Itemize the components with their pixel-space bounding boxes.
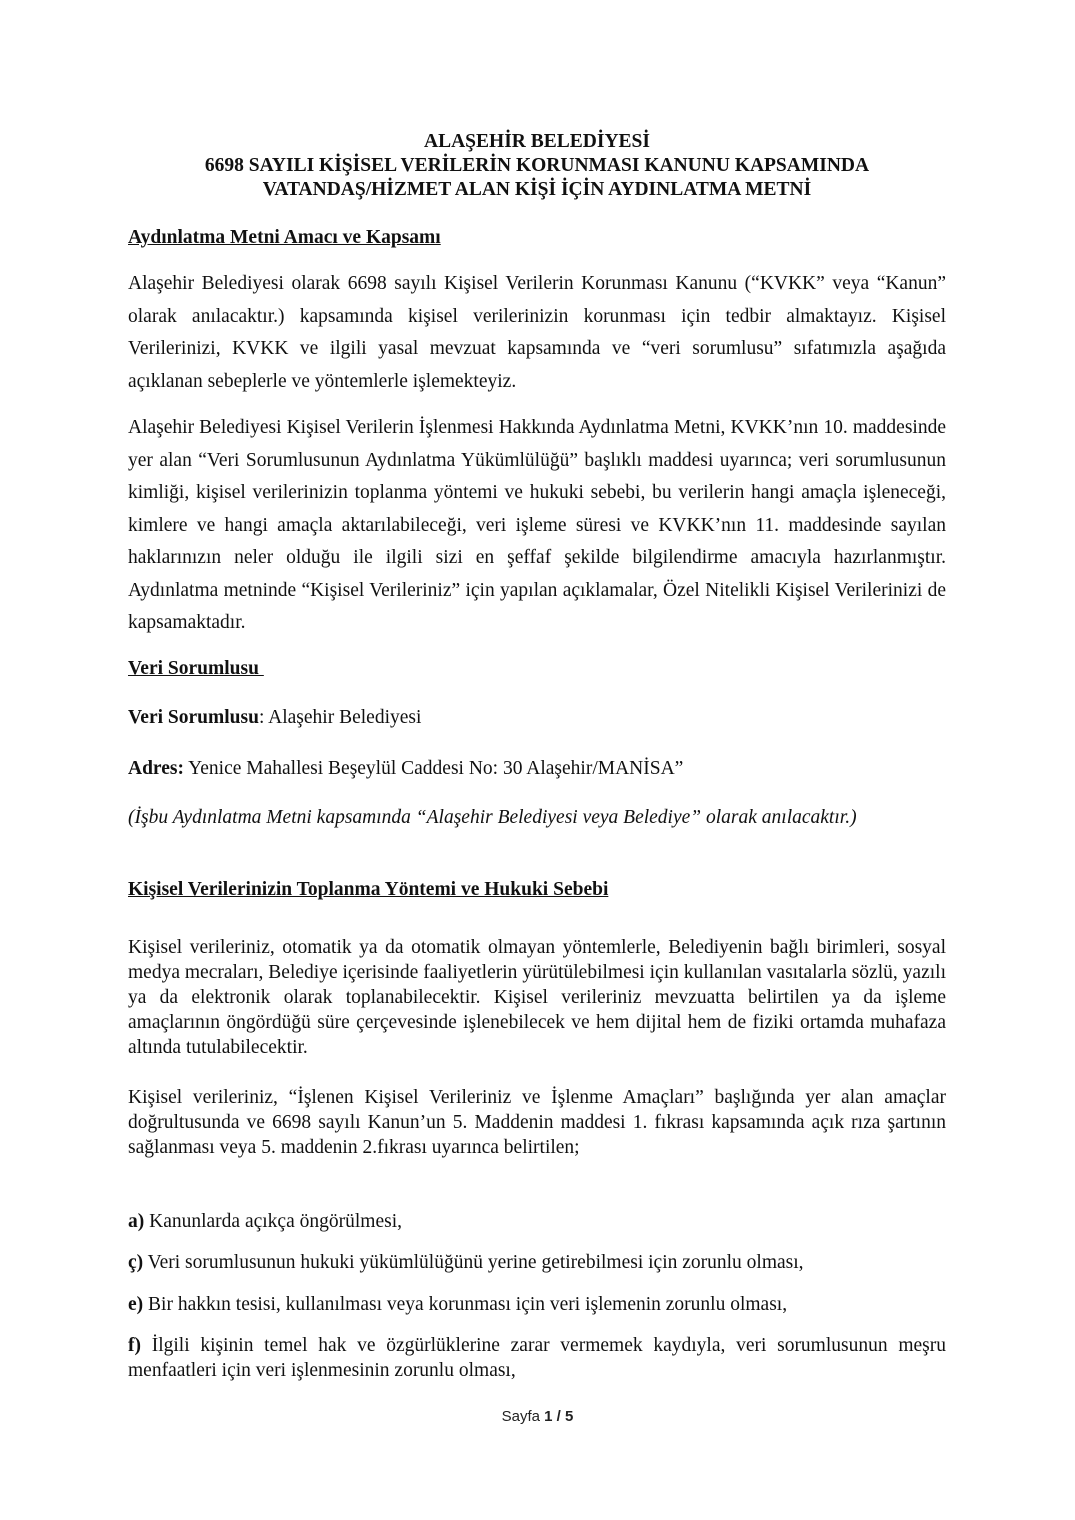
list-item-marker: e) bbox=[128, 1294, 144, 1315]
page-separator: / bbox=[552, 1408, 566, 1425]
controller-note: (İşbu Aydınlatma Metni kapsamında “Alaşehir Belediyesi veya Belediye” olarak anılacaktır.) bbox=[128, 807, 857, 828]
address-label: Adres: bbox=[128, 758, 184, 779]
document-title bbox=[128, 130, 946, 202]
list-item-text: Bir hakkın tesisi, kullanılması veya korunması için veri işlemenin zorunlu olması, bbox=[143, 1294, 788, 1315]
section-heading-purpose: Aydınlatma Metni Amacı ve Kapsamı bbox=[128, 227, 441, 248]
list-item-marker: a) bbox=[128, 1211, 145, 1232]
paragraph-purpose-2: Alaşehir Belediyesi Kişisel Verilerin İşlenmesi Hakkında Aydınlatma Metni, KVKK’nın 10. maddesinde yer alan “Veri Sorumlusunun Aydınlatma Yükümlülüğü” başlıklı maddesi uyarınca; veri sorumlusunun kimliği, kişisel verilerinizin toplanma yöntemi ve hukuki sebebi, bu verilerin hangi amaçla işleneceği, kimlere ve hangi amaçla aktarılabileceği, veri işleme süresi ve KVKK’nın 11. maddesinde sayılan haklarınızın neler olduğu ile ilgili sizi en şeffaf şekilde bilgilendirme amacıyla hazırlanmıştır. Aydınlatma metninde “Kişisel Verileriniz” için yapılan açıklamalar, Özel Nitelikli Kişisel Verilerinizi de kapsamaktadır. bbox=[128, 417, 946, 633]
paragraph-purpose-1: Alaşehir Belediyesi olarak 6698 sayılı Kişisel Verilerin Korunması Kanunu (“KVKK” veya “Kanun” olarak anılacaktır.) kapsamında kişisel verilerinizin korunması için tedbir almaktayız. Kişisel Verilerinizi, KVKK ve ilgili yasal mevzuat kapsamında ve “veri sorumlusu” sıfatımızla aşağıda açıklanan sebeplerle ve yöntemlerle işlemekteyiz. bbox=[128, 273, 946, 392]
list-item-text: Veri sorumlusunun hukuki yükümlülüğünü yerine getirebilmesi için zorunlu olması, bbox=[143, 1252, 804, 1273]
list-item bbox=[128, 1333, 946, 1383]
list-item bbox=[128, 1293, 787, 1317]
controller-line bbox=[128, 706, 421, 730]
address-value: Yenice Mahallesi Beşeylül Caddesi No: 30 Alaşehir/MANİSA” bbox=[183, 758, 684, 779]
section-heading-controller: Veri Sorumlusu bbox=[128, 658, 264, 679]
section-heading-collection: Kişisel Verilerinizin Toplanma Yöntemi ve Hukuki Sebebi bbox=[128, 879, 609, 900]
controller-value: : Alaşehir Belediyesi bbox=[258, 707, 422, 728]
title-line-1: ALAŞEHİR BELEDİYESİ bbox=[424, 131, 650, 152]
controller-label: Veri Sorumlusu bbox=[128, 707, 259, 728]
title-line-3: VATANDAŞ/HİZMET ALAN KİŞİ İÇİN AYDINLATMA METNİ bbox=[262, 179, 812, 200]
list-item bbox=[128, 1251, 804, 1275]
address-line bbox=[128, 757, 683, 781]
list-item-text: Kanunlarda açıkça öngörülmesi, bbox=[144, 1211, 402, 1232]
page-current: 1 bbox=[544, 1408, 553, 1425]
page-total: 5 bbox=[565, 1408, 574, 1425]
page-footer bbox=[0, 1408, 1075, 1425]
list-item-text: İlgili kişinin temel hak ve özgürlüklerine zarar vermemek kaydıyla, veri sorumlusunun meşru menfaatleri için veri işlenmesinin zorunlu olması, bbox=[128, 1335, 946, 1381]
page-label: Sayfa bbox=[501, 1408, 545, 1425]
list-item-marker: f) bbox=[128, 1335, 141, 1356]
list-item bbox=[128, 1210, 402, 1234]
list-item-marker: ç) bbox=[128, 1252, 144, 1273]
paragraph-collection-1: Kişisel verileriniz, otomatik ya da otomatik olmayan yöntemlerle, Belediyenin bağlı birimleri, sosyal medya mecraları, Belediye içerisinde faaliyetlerin yürütülebilmesi için kullanılan vasıtalarla sözlü, yazılı ya da elektronik olarak toplanabilecektir. Kişisel verileriniz mevzuatta belirtilen ya da işleme amaçlarının öngördüğü süre çerçevesinde işlenebilecek ve hem dijital hem de fiziki ortamda muhafaza altında tutulabilecektir. bbox=[128, 937, 946, 1058]
title-line-2: 6698 SAYILI KİŞİSEL VERİLERİN KORUNMASI KANUNU KAPSAMINDA bbox=[204, 155, 870, 176]
paragraph-collection-2: Kişisel verileriniz, “İşlenen Kişisel Verileriniz ve İşlenme Amaçları” başlığında yer alan amaçlar doğrultusunda ve 6698 sayılı Kanun’un 5. Maddenin maddesi 1. fıkrası kapsamında açık rıza şartının sağlanması veya 5. maddenin 2.fıkrası uyarınca belirtilen; bbox=[128, 1087, 946, 1158]
